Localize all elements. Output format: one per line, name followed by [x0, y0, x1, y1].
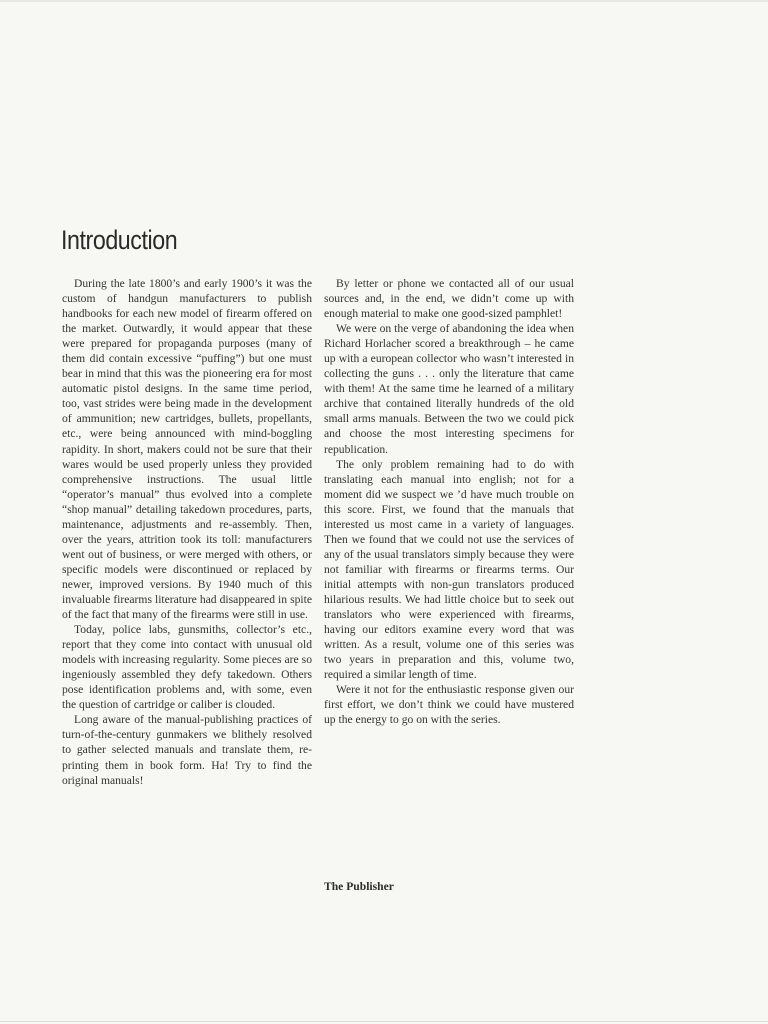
scan-edge-bottom: [0, 1021, 768, 1022]
paragraph: Long aware of the manual-publishing practices of turn-of-the-century gunmakers we blithely resolved to gather selected manuals and translate them, re-printing them in book form. Ha! Try to find the original manuals!: [62, 713, 312, 787]
page-title: Introduction: [61, 225, 178, 255]
paragraph: Today, police labs, gunsmiths, collector’s etc., report that they come into contact with unusual old models with increasing regularity. Some pieces are so ingeniously assembled they defy takedown. Others pose identification problems and, with some, even the question of cartridge or caliber is clouded.: [62, 623, 312, 712]
paragraph: The only problem remaining had to do with translating each manual into english; not for a moment did we suspect we ’d have much trouble on this score. First, we found that the manuals that interested us most came in a variety of languages. Then we found that we could not use the services of any of the usual translators simply because they were not familiar with firearms or firearms terms. Our initial attempts with non-gun translators produced hilarious results. We had little choice but to seek out translators who were experienced with firearms, having our editors examine every word that was written. As a result, volume one of this series was two years in preparation and this, volume two, required a similar length of time.: [324, 457, 574, 682]
left-column: [62, 276, 312, 788]
signature: The Publisher: [324, 880, 394, 893]
paragraph: By letter or phone we contacted all of our usual sources and, in the end, we didn’t come up with enough material to make one good-sized pamphlet!: [324, 277, 574, 321]
paragraph: During the late 1800’s and early 1900’s it was the custom of handgun manufacturers to publish handbooks for each new model of firearm offered on the market. Outwardly, it would appear that these were prepared for propaganda purposes (many of them did contain excessive “puffing”) but one must bear in mind that this was the pioneering era for most automatic pistol designs. In the same time period, too, vast strides were being made in the development of ammunition; new cartridges, bullets, propellants, etc., were being announced with mind-boggling rapidity. In short, makers could not be sure that their wares would be used properly unless they provided comprehensive instructions. The usual little “operator’s manual” thus evolved into a complete “shop manual” detailing takedown procedures, parts, maintenance, adjustments and re-assembly. Then, over the years, attrition took its toll: manufacturers went out of business, or were merged with others, or specific models were discontinued or replaced by newer, improved versions. By 1940 much of this invaluable firearms literature had disappeared in spite of the fact that many of the firearms were still in use.: [62, 277, 312, 622]
right-column: [324, 276, 574, 727]
paragraph: We were on the verge of abandoning the idea when Richard Horlacher scored a breakthrough – he came up with a european collector who wasn’t interested in collecting the guns . . . only the literature that came with them! At the same time he learned of a military archive that contained literally hundreds of the old small arms manuals. Between the two we could pick and choose the most interesting specimens for republication.: [324, 322, 574, 456]
scan-edge-top: [0, 0, 768, 2]
paragraph: Were it not for the enthusiastic response given our first effort, we don’t think we could have mustered up the energy to go on with the series.: [324, 683, 574, 727]
